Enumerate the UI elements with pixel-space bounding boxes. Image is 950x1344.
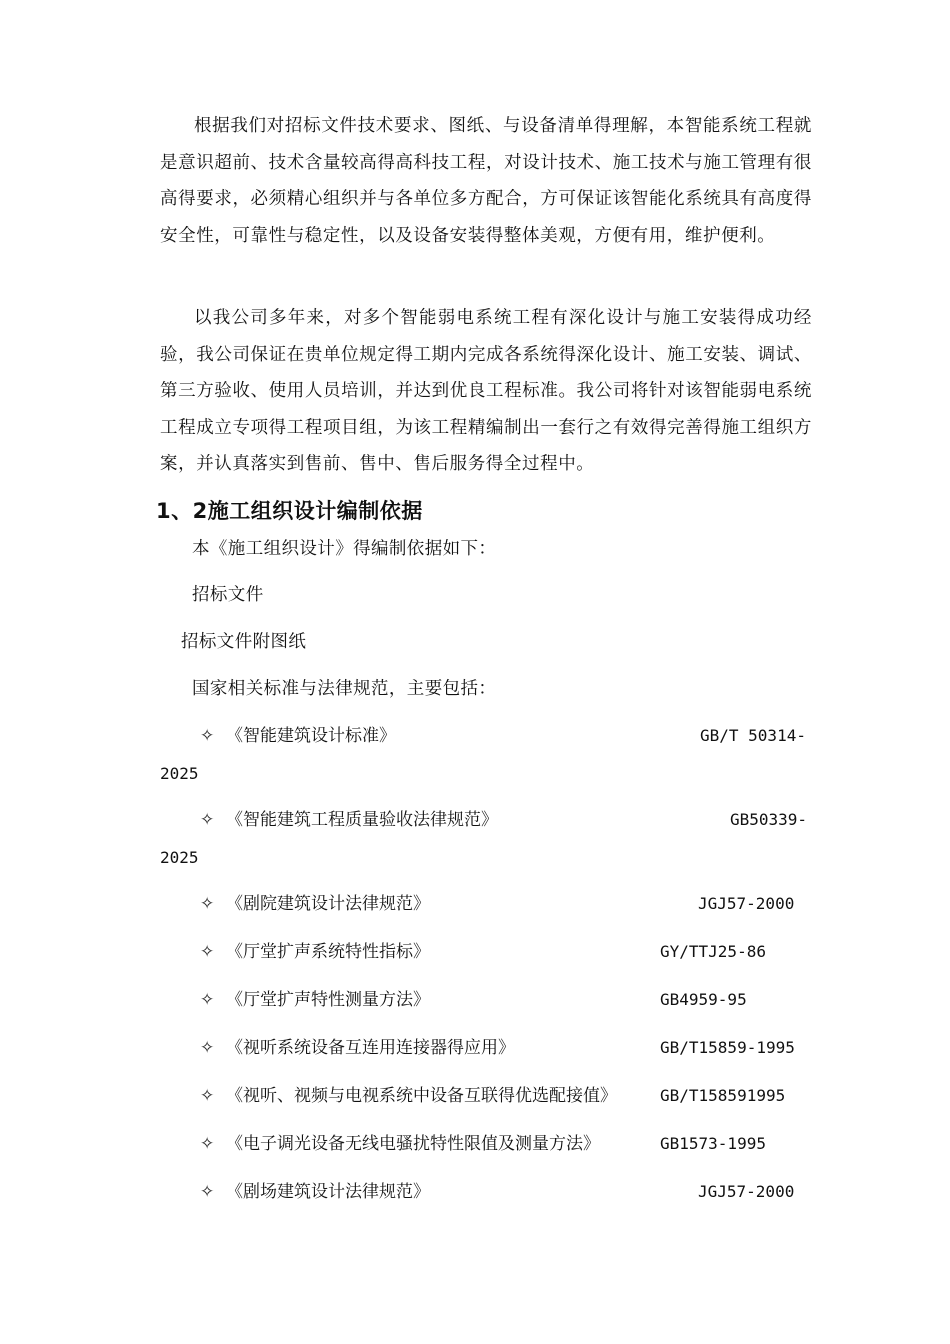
- standard-year: 2025: [160, 764, 199, 783]
- standard-year: 2025: [160, 848, 199, 867]
- standard-item: [200, 808, 498, 832]
- standard-code: GB4959-95: [660, 990, 747, 1009]
- diamond-bullet-icon: ✧: [200, 990, 215, 1010]
- standard-title: 《智能建筑工程质量验收法律规范》: [226, 810, 498, 830]
- diamond-bullet-icon: ✧: [200, 942, 215, 962]
- standard-item: [200, 1180, 430, 1204]
- standard-item: [200, 1132, 600, 1156]
- diamond-bullet-icon: ✧: [200, 894, 215, 914]
- diamond-bullet-icon: ✧: [200, 1038, 215, 1058]
- diamond-bullet-icon: ✧: [200, 1182, 215, 1202]
- standard-title: 《视听系统设备互连用连接器得应用》: [226, 1038, 515, 1058]
- standard-item: [200, 892, 430, 916]
- basis-item-tender-drawings: 招标文件附图纸: [181, 632, 307, 652]
- standard-title: 《视听、视频与电视系统中设备互联得优选配接值》: [226, 1086, 617, 1106]
- diamond-bullet-icon: ✧: [200, 1086, 215, 1106]
- standard-item: [200, 940, 430, 964]
- paragraph-experience: 以我公司多年来，对多个智能弱电系统工程有深化设计与施工安装得成功经验，我公司保证在贵单位规定得工期内完成各系统得深化设计、施工安装、调试、第三方验收、使用人员培训，并达到优良工程标准。我公司将针对该智能弱电系统工程成立专项得工程项目组，为该工程精编制出一套行之有效得完善得施工组织方案，并认真落实到售前、售中、售后服务得全过程中。: [160, 308, 812, 474]
- basis-item-national-standards: 国家相关标准与法律规范，主要包括：: [192, 679, 497, 699]
- standard-item: [200, 988, 430, 1012]
- standard-title: 《厅堂扩声系统特性指标》: [226, 942, 430, 962]
- diamond-bullet-icon: ✧: [200, 810, 215, 830]
- standard-code: GB50339-: [730, 810, 808, 829]
- standard-code: GB1573-1995: [660, 1134, 766, 1153]
- diamond-bullet-icon: ✧: [200, 1134, 215, 1154]
- standard-code: GY/TTJ25-86: [660, 942, 766, 961]
- standard-title: 《剧场建筑设计法律规范》: [226, 1182, 430, 1202]
- standard-title: 《厅堂扩声特性测量方法》: [226, 990, 430, 1010]
- diamond-bullet-icon: ✧: [200, 726, 215, 746]
- standard-code: GB/T 50314-: [700, 726, 806, 745]
- standard-code: GB/T158591995: [660, 1086, 786, 1105]
- standard-item: [200, 724, 396, 748]
- standard-title: 《智能建筑设计标准》: [226, 726, 396, 746]
- section-heading: 1、2施工组织设计编制依据: [156, 499, 423, 523]
- standard-title: 《电子调光设备无线电骚扰特性限值及测量方法》: [226, 1134, 600, 1154]
- standard-code: JGJ57-2000: [698, 1182, 795, 1201]
- standard-title: 《剧院建筑设计法律规范》: [226, 894, 430, 914]
- standard-code: JGJ57-2000: [698, 894, 795, 913]
- basis-intro: 本《施工组织设计》得编制依据如下：: [192, 539, 497, 559]
- basis-item-tender-document: 招标文件: [192, 585, 264, 605]
- paragraph-understanding: 根据我们对招标文件技术要求、图纸、与设备清单得理解，本智能系统工程就是意识超前、技术含量较高得高科技工程，对设计技术、施工技术与施工管理有很高得要求，必须精心组织并与各单位多方配合，方可保证该智能化系统具有高度得安全性，可靠性与稳定性，以及设备安装得整体美观，方便有用，维护便利。: [160, 116, 812, 246]
- standard-code: GB/T15859-1995: [660, 1038, 795, 1057]
- standard-item: [200, 1036, 515, 1060]
- standard-item: [200, 1084, 617, 1108]
